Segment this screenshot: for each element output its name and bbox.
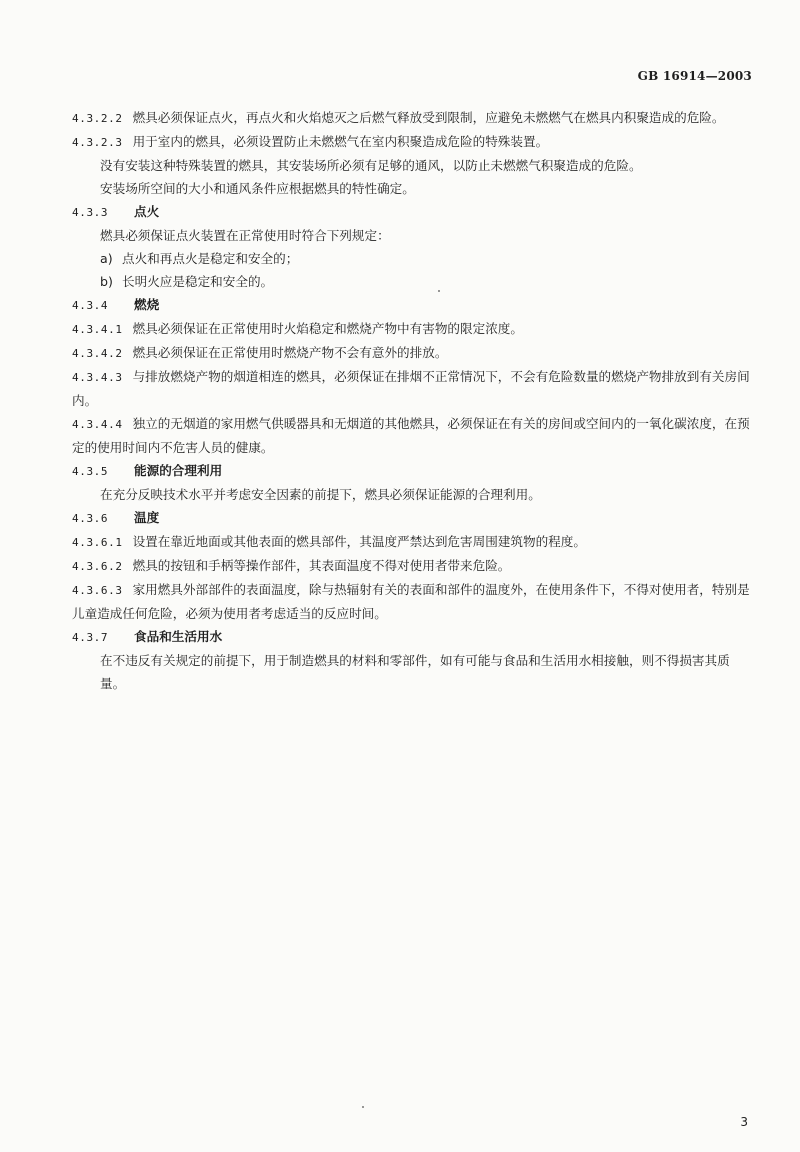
- section-title: 能源的合理利用: [134, 463, 223, 478]
- clause-text: 用于室内的燃具，必须设置防止未燃燃气在室内积聚造成危险的特殊装置。: [132, 134, 549, 149]
- section-title: 温度: [134, 510, 160, 525]
- scan-speck: [438, 290, 440, 292]
- list-item-b: [72, 270, 752, 293]
- clause-number: 4.3.2.3: [72, 136, 123, 149]
- paragraph: 在不违反有关规定的前提下，用于制造燃具的材料和零部件，如有可能与食品和生活用水相接触，则不得损害其质量。: [100, 653, 730, 691]
- section-heading-4-3-5: [72, 459, 752, 483]
- section-heading-4-3-6: [72, 506, 752, 530]
- paragraph: 没有安装这种特殊装置的燃具，其安装场所必须有足够的通风，以防止未燃燃气积聚造成的危险。: [100, 158, 642, 173]
- clause-number: 4.3.4.2: [72, 347, 123, 360]
- section-title: 食品和生活用水: [134, 629, 223, 644]
- clause-number: 4.3.6.3: [72, 584, 123, 597]
- clause-4-3-2-2: [72, 106, 752, 130]
- clause-text: 独立的无烟道的家用燃气供暖器具和无烟道的其他燃具，必须保证在有关的房间或空间内的一氧化碳浓度，在预定的使用时间内不危害人员的健康。: [72, 416, 750, 455]
- clause-text: 燃具的按钮和手柄等操作部件，其表面温度不得对使用者带来危险。: [132, 558, 511, 573]
- clause-4-3-4-1: [72, 317, 752, 341]
- document-body: [72, 106, 752, 695]
- clause-4-3-2-3: [72, 130, 752, 154]
- clause-text: 燃具必须保证在正常使用时火焰稳定和燃烧产物中有害物的限定浓度。: [132, 321, 523, 336]
- clause-number: 4.3.4.1: [72, 323, 123, 336]
- list-marker: b): [100, 274, 113, 289]
- section-number: 4.3.3: [72, 206, 109, 219]
- section-title: 燃烧: [134, 297, 160, 312]
- clause-text: 燃具必须保证在正常使用时燃烧产物不会有意外的排放。: [132, 345, 448, 360]
- scan-speck: [362, 1106, 364, 1108]
- paragraph: 燃具必须保证点火装置在正常使用时符合下列规定：: [100, 228, 390, 243]
- list-marker: a): [100, 251, 113, 266]
- section-number: 4.3.7: [72, 631, 109, 644]
- list-text: 长明火应是稳定和安全的。: [122, 274, 274, 289]
- standard-number: GB 16914—2003: [637, 69, 752, 83]
- clause-text: 与排放燃烧产物的烟道相连的燃具，必须保证在排烟不正常情况下，不会有危险数量的燃烧产物排放到有关房间内。: [72, 369, 750, 408]
- paragraph: 在充分反映技术水平并考虑安全因素的前提下，燃具必须保证能源的合理利用。: [100, 487, 541, 502]
- section-number: 4.3.4: [72, 299, 109, 312]
- clause-text: 燃具必须保证点火，再点火和火焰熄灭之后燃气释放受到限制，应避免未燃燃气在燃具内积聚造成的危险。: [132, 110, 725, 125]
- clause-4-3-6-2: [72, 554, 752, 578]
- paragraph: 安装场所空间的大小和通风条件应根据燃具的特性确定。: [100, 181, 415, 196]
- clause-text: 家用燃具外部部件的表面温度，除与热辐射有关的表面和部件的温度外，在使用条件下，不得对使用者，特别是儿童造成任何危险，必须为使用者考虑适当的反应时间。: [72, 582, 750, 621]
- clause-number: 4.3.6.2: [72, 560, 123, 573]
- section-heading-4-3-4: [72, 293, 752, 317]
- clause-4-3-4-3: [72, 365, 752, 412]
- clause-number: 4.3.4.3: [72, 371, 123, 384]
- page-number: 3: [740, 1115, 748, 1129]
- clause-number: 4.3.6.1: [72, 536, 123, 549]
- clause-4-3-6-3: [72, 578, 752, 625]
- clause-number: 4.3.2.2: [72, 112, 123, 125]
- clause-4-3-4-2: [72, 341, 752, 365]
- clause-4-3-6-1: [72, 530, 752, 554]
- section-heading-4-3-3: [72, 200, 752, 224]
- list-text: 点火和再点火是稳定和安全的；: [122, 251, 299, 266]
- section-title: 点火: [134, 204, 160, 219]
- list-item-a: [72, 247, 752, 270]
- clause-4-3-4-4: [72, 412, 752, 459]
- section-number: 4.3.5: [72, 465, 109, 478]
- section-heading-4-3-7: [72, 625, 752, 649]
- section-number: 4.3.6: [72, 512, 109, 525]
- clause-text: 设置在靠近地面或其他表面的燃具部件，其温度严禁达到危害周围建筑物的程度。: [132, 534, 586, 549]
- clause-number: 4.3.4.4: [72, 418, 123, 431]
